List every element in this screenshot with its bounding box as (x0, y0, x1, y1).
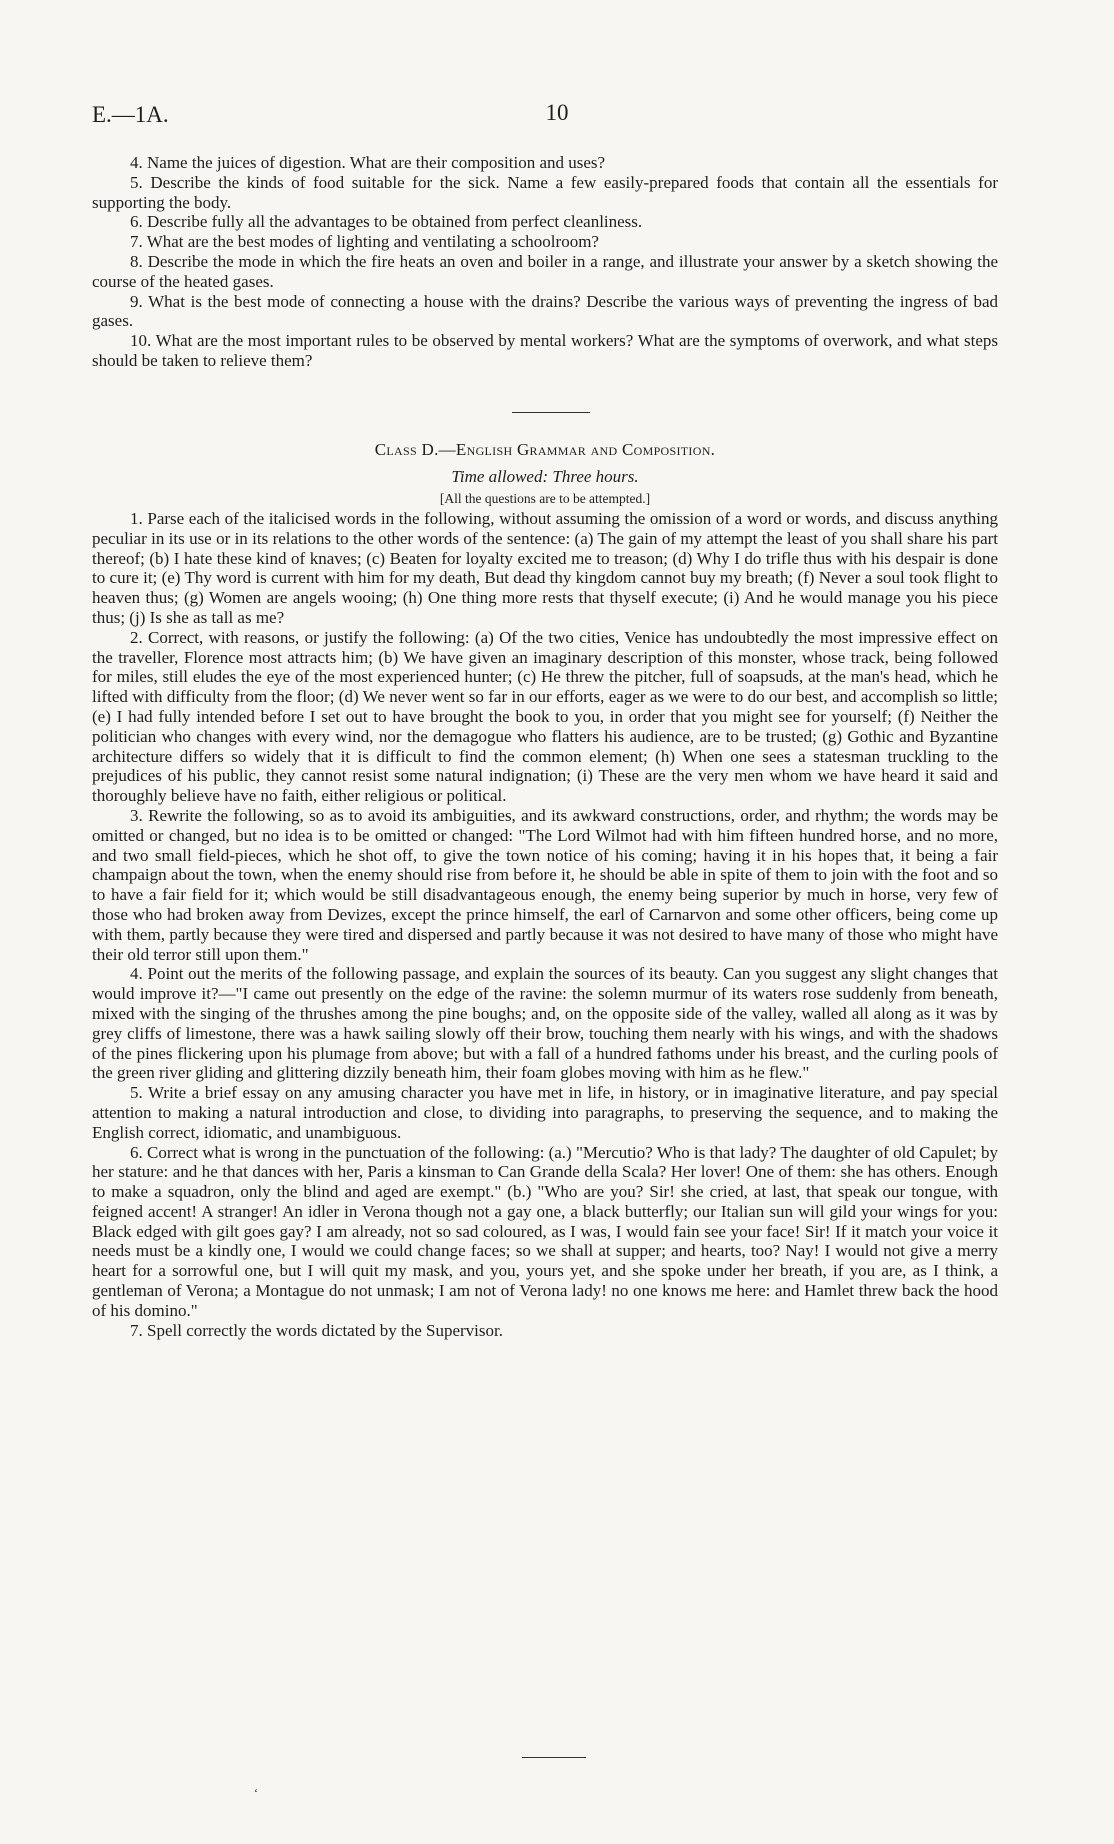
question-4: 4. Point out the merits of the following passage, and explain the sources of its beauty. Can you suggest any slight changes that would improve it?—"I came out presently on the edge of the ravine: the solemn murmur of its waters rose suddenly from beneath, mixed with the singing of the thrushes among the pine boughs; and, on the opposite side of the valley, walled all along as it was by grey cliffs of limestone, there was a hawk sailing slowly off their brow, touching them nearly with his wings, and with the shadows of the pines flickering upon his plumage from above; but with a fall of a hundred fathoms under his breast, and the curling pools of the green river gliding and glittering dizzily beneath him, their foam globes moving with him as he flew." (92, 964, 998, 1083)
instructions-note: [All the questions are to be attempted.] (439, 491, 651, 506)
section-title: Class D.—English Grammar and Composition. (374, 440, 716, 459)
question-5: 5. Describe the kinds of food suitable for the sick. Name a few easily-prepared foods that contain all the essentials for supporting the body. (92, 172, 998, 212)
question-6: 6. Describe fully all the advantages to be obtained from perfect cleanliness. (130, 212, 643, 232)
question-9: 9. What is the best mode of connecting a house with the drains? Describe the various ways of preventing the ingress of bad gases. (92, 291, 998, 331)
question-7: 7. Spell correctly the words dictated by the Supervisor. (130, 1320, 503, 1340)
time-allowed: Time allowed: Three hours. (451, 467, 639, 486)
question-5: 5. Write a brief essay on any amusing character you have met in life, in history, or in imaginative literature, and pay special attention to making a natural introduction and close, to dividing into paragraphs, to preserving the sequence, and to making the English correct, idiomatic, and unambiguous. (92, 1083, 998, 1142)
stray-mark: ‘ (254, 1786, 258, 1800)
section-english-grammar (92, 440, 998, 1340)
question-2: 2. Correct, with reasons, or justify the following: (a) Of the two cities, Venice has undoubtedly the most impressive effect on the traveller, Florence most attracts him; (b) We have given an imaginary description of this monster, whose track, being followed for miles, still eludes the eye of the most experienced hunter; (c) He threw the pitcher, full of soapsuds, at the man's head, which he lifted with difficulty from the floor; (d) We never went so far in our efforts, eager as we were to do our best, and accomplish so little; (e) I had fully intended before I set out to have brought the book to you, in order that you might see for yourself; (f) Neither the politician who changes with every wind, nor the demagogue who flatters his audience, are to be trusted; (g) Gothic and Byzantine architecture differs so widely that it is difficult to find the common element; (h) When one sees a statesman truckling to the prejudices of his public, they cannot resist some natural indignation; (i) These are the very men whom we have heard it said and thoroughly believe have no faith, either religious or political. (92, 627, 998, 806)
question-3: 3. Rewrite the following, so as to avoid its ambiguities, and its awkward constructions, order, and rhythm; the words may be omitted or changed, but no idea is to be omitted or changed: "The Lord Wilmot had with him fifteen hundred horse, and no more, and two small field-pieces, which he shot off, to give the town notice of his coming; having it in his hopes that, it being a fair champaign about the town, when the enemy should rise from before it, he should be able in spite of them to join with the foot and so to have a fair field for it; which would be still disadvantageous enough, the enemy being superior by much in horse, very few of those who had broken away from Devizes, except the prince himself, the earl of Carnarvon and some other officers, being come up with them, partly because they were tired and dispersed and partly because it was not desired to have many of those who might have their old terror still upon them." (92, 805, 998, 964)
question-6: 6. Correct what is wrong in the punctuation of the following: (a.) "Mercutio? Who is that lady? The daughter of old Capulet; by her stature: and he that dances with her, Paris a kinsman to Can Grande della Scala? Her lover! One of them: she has others. Enough to make a squadron, only the blind and aged are exempt." (b.) "Who are you? Sir! she cried, at last, that speak our tongue, with feigned accent! A stranger! An idler in Verona though not a gay one, a black butterfly; our Italian sun will gild your wings for you: Black edged with gilt goes gay? I am already, not so sad coloured, as I was, I would fain see your face! Sir! If it match your voice it needs must be a kindly one, I would we could change faces; so we shall at supper; and hearts, too? Nay! I would not give a merry heart for a sorrowful one, but I will quit my mask, and you, yours yet, and she spoke under her breath, if you are, as I think, a gentleman of Verona; a Montague do not unmask; I am not of Verona lady! no one knows me here: and Hamlet threw back the hood of his domino." (92, 1142, 998, 1320)
end-divider (522, 1757, 586, 1758)
question-8: 8. Describe the mode in which the fire heats an oven and boiler in a range, and illustrate your answer by a sketch showing the course of the heated gases. (92, 251, 998, 291)
document-code: E.—1A. (92, 102, 169, 127)
question-10: 10. What are the most important rules to be observed by mental workers? What are the symptoms of overwork, and what steps should be taken to relieve them? (92, 331, 998, 370)
question-7: 7. What are the best modes of lighting and ventilating a schoolroom? (130, 232, 599, 252)
section-divider (512, 412, 590, 413)
question-4: 4. Name the juices of digestion. What are their composition and uses? (130, 153, 606, 172)
question-1: 1. Parse each of the italicised words in the following, without assuming the omission of a word or words, and discuss anything peculiar in its use or in its relations to the other words of the sentence: (a) The gain of my attempt the least of you shall share his part thereof; (b) I hate these kind of knaves; (c) Beaten for loyalty excited me to treason; (d) Why I do trifle thus with his despair is done to cure it; (e) Thy word is current with him for my death, But dead thy kingdom cannot buy my breath; (f) Never a soul took flight to heaven thus; (g) Women are angels wooing; (h) One thing more rests that thyself execute; (i) And he would manage you his piece thus; (j) Is she as tall as me? (92, 509, 998, 627)
page-number: 10 (545, 100, 569, 125)
section-questions-hygiene (92, 153, 998, 371)
